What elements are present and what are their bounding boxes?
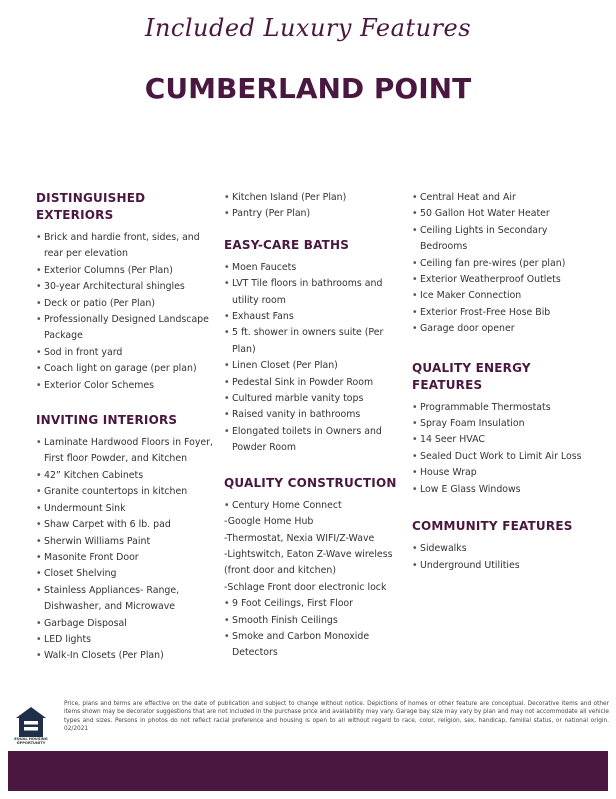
list-item: • Closet Shelving: [36, 566, 216, 582]
list-item: • Shaw Carpet with 6 lb. pad: [36, 517, 216, 533]
list-item: • Granite countertops in kitchen: [36, 484, 216, 500]
list-item: • Walk-In Closets (Per Plan): [36, 648, 216, 664]
brand-footer-bar: [8, 751, 608, 791]
list-item: • Smoke and Carbon Monoxide Detectors: [224, 629, 404, 662]
list-item: • Ceiling Lights in Secondary Bedrooms: [412, 223, 597, 256]
section-heading: INVITING INTERIORS: [36, 413, 178, 428]
list-item: • Exhaust Fans: [224, 309, 404, 325]
page-subtitle: Included Luxury Features: [144, 14, 472, 42]
equal-housing-icon: [14, 705, 48, 739]
list-item: • LVT Tile floors in bathrooms and utility room: [224, 276, 404, 309]
feature-list: [224, 190, 404, 223]
list-item: • Ceiling fan pre-wires (per plan): [412, 256, 597, 272]
feature-list: [412, 400, 597, 498]
feature-list: [412, 190, 597, 338]
section-heading: QUALITY CONSTRUCTION: [224, 475, 397, 490]
list-item: • 42” Kitchen Cabinets: [36, 468, 216, 484]
feature-list: [224, 498, 404, 662]
list-item: • Sherwin Williams Paint: [36, 534, 216, 550]
section-heading: EASY-CARE BATHS: [224, 237, 350, 252]
section-inviting-interiors: [36, 412, 216, 665]
list-item: • Garage door opener: [412, 321, 597, 337]
list-item: • Brick and hardie front, sides, and rear per elevation: [36, 230, 216, 263]
list-item: • Linen Closet (Per Plan): [224, 358, 404, 374]
list-item: • Pantry (Per Plan): [224, 206, 404, 222]
list-item: -Lightswitch, Eaton Z-Wave wireless (front door and kitchen): [224, 548, 393, 577]
list-item: • Elongated toilets in Owners and Powder Room: [224, 424, 404, 457]
column-1: [36, 190, 216, 683]
list-item: • Central Heat and Air: [412, 190, 597, 206]
column-3: [412, 190, 597, 592]
list-item: • Sidewalks: [412, 541, 597, 557]
list-item: • Undermount Sink: [36, 501, 216, 517]
list-item: • 50 Gallon Hot Water Heater: [412, 206, 597, 222]
list-item: • Laminate Hardwood Floors in Foyer, First floor Powder, and Kitchen: [36, 435, 216, 468]
list-item: • Century Home Connect: [224, 498, 404, 514]
list-item: • House Wrap: [412, 465, 597, 481]
list-item: • Underground Utilities: [412, 558, 597, 574]
list-item: • Ice Maker Connection: [412, 288, 597, 304]
list-item: • Masonite Front Door: [36, 550, 216, 566]
list-item: • Coach light on garage (per plan): [36, 361, 216, 377]
list-item: • Garbage Disposal: [36, 616, 216, 632]
list-item: • Deck or patio (Per Plan): [36, 296, 216, 312]
section-quality-construction: [224, 475, 404, 662]
column-2: [224, 190, 404, 680]
list-item: • Pedestal Sink in Powder Room: [224, 375, 404, 391]
list-item: • Smooth Finish Ceilings: [224, 613, 404, 629]
list-item: -Schlage Front door electronic lock: [224, 581, 387, 593]
list-item: • Sealed Duct Work to Limit Air Loss: [412, 449, 597, 465]
list-item: -Thermostat, Nexia WIFI/Z-Wave: [224, 532, 375, 544]
list-item: • Stainless Appliances- Range, Dishwasher, and Microwave: [36, 583, 216, 616]
section-systems-continued: [412, 190, 597, 338]
section-easy-care-baths: [224, 237, 404, 457]
list-item: • 30-year Architectural shingles: [36, 279, 216, 295]
list-item: • Sod in front yard: [36, 345, 216, 361]
list-item: • 14 Seer HVAC: [412, 432, 597, 448]
list-item: • Exterior Frost-Free Hose Bib: [412, 305, 597, 321]
feature-list: [224, 260, 404, 457]
feature-list: [36, 230, 216, 394]
list-item: • Low E Glass Windows: [412, 482, 597, 498]
feature-list: [412, 541, 597, 574]
section-heading: DISTINGUISHED EXTERIORS: [36, 191, 146, 222]
list-item: • Exterior Columns (Per Plan): [36, 263, 216, 279]
list-item: • Exterior Weatherproof Outlets: [412, 272, 597, 288]
section-heading: COMMUNITY FEATURES: [412, 519, 573, 534]
list-item: • Raised vanity in bathrooms: [224, 407, 404, 423]
list-item: • Cultured marble vanity tops: [224, 391, 404, 407]
section-kitchen-continued: [224, 190, 404, 223]
list-item: • 5 ft. shower in owners suite (Per Plan): [224, 325, 404, 358]
page-title: CUMBERLAND POINT: [144, 72, 472, 105]
list-item: • LED lights: [36, 632, 216, 648]
list-item: • Programmable Thermostats: [412, 400, 597, 416]
feature-list: [36, 435, 216, 665]
list-item: • Spray Foam Insulation: [412, 416, 597, 432]
list-item: • 9 Foot Ceilings, First Floor: [224, 596, 404, 612]
list-item: • Moen Faucets: [224, 260, 404, 276]
list-item: • Professionally Designed Landscape Package: [36, 312, 216, 345]
section-community-features: [412, 518, 597, 574]
list-item: • Exterior Color Schemes: [36, 378, 216, 394]
legal-disclaimer: Price, plans and terms are effective on the date of publication and subject to change without notice. Depictions of homes or other feature are conceptual. Decorative items and other items shown may be decorator suggestions that are not included in the purchase price and availability may vary. Garage bay size may vary by plan and may not accommodate all vehicle types and sizes. Persons in photos do not reflect racial preference and housing is open to all without regard to race, color, religion, sex, handicap, familial status, or national origin. 02/2021: [64, 701, 609, 733]
section-distinguished-exteriors: [36, 190, 216, 394]
list-item: • Kitchen Island (Per Plan): [224, 190, 404, 206]
section-quality-energy-features: [412, 360, 597, 498]
section-heading: QUALITY ENERGY FEATURES: [412, 360, 531, 392]
equal-housing-label: EQUAL HOUSING OPPORTUNITY: [14, 737, 48, 745]
list-item: -Google Home Hub: [224, 516, 314, 528]
